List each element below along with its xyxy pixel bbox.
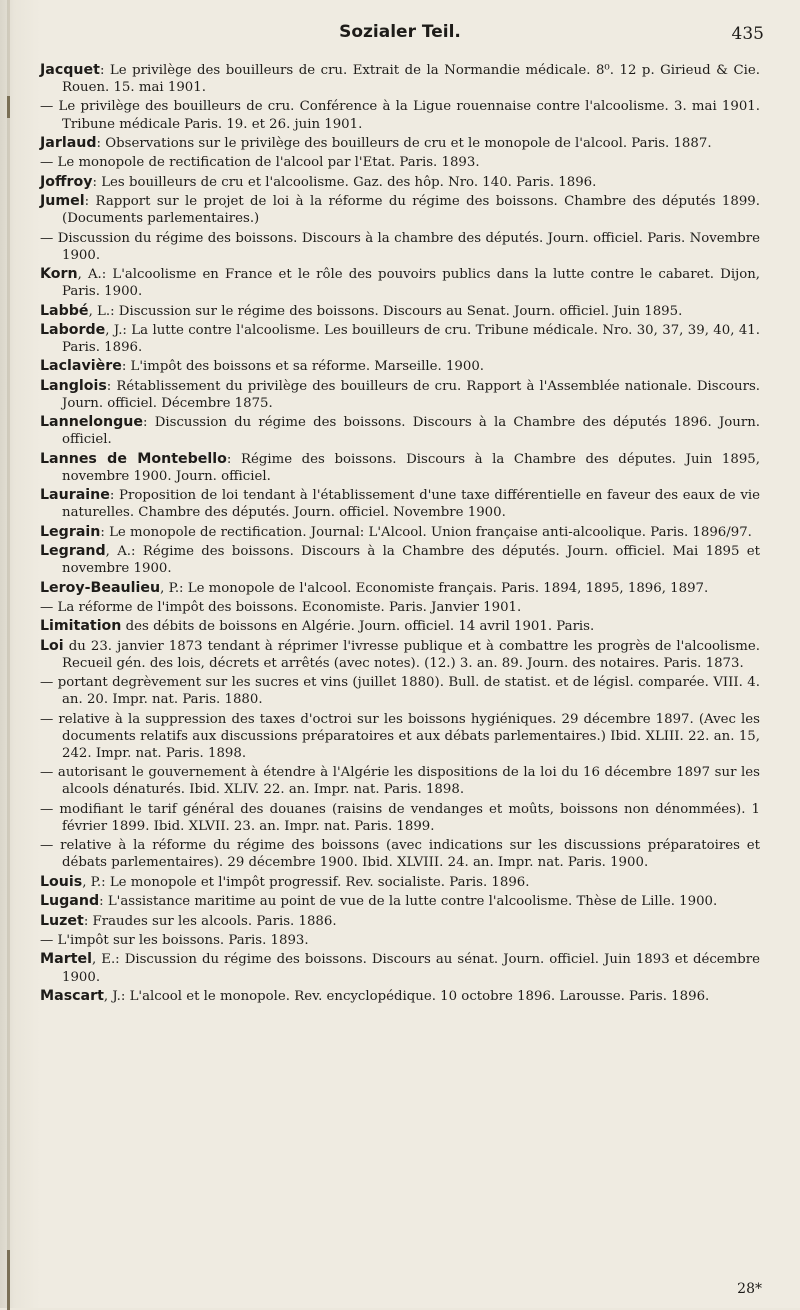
entry-text: : Rétablissement du privilège des bouilleurs de cru. Rapport à l'Assemblée nationale. Discours. Journ. officiel. Décembre 1875. bbox=[62, 378, 760, 411]
bibliography-entry bbox=[40, 230, 760, 264]
bibliography-entry bbox=[40, 322, 760, 356]
entry-author: Limitation bbox=[40, 618, 122, 635]
binding-mark-bottom bbox=[7, 1250, 10, 1310]
entry-text: , E.: Discussion du régime des boissons. Discours au sénat. Journ. officiel. Juin 1893 et décembre 1900. bbox=[62, 952, 760, 985]
entry-author: Lugand bbox=[40, 893, 100, 910]
entry-text: : Observations sur le privilège des bouilleurs de cru et le monopole de l'alcool. Paris. 1887. bbox=[96, 135, 712, 151]
entry-text: , A.: L'alcoolisme en France et le rôle des pouvoirs publics dans la lutte contre le cabaret. Dijon, Paris. 1900. bbox=[62, 267, 760, 300]
binding-mark-top bbox=[7, 96, 10, 118]
entry-text: La réforme de l'impôt des boissons. Economiste. Paris. Janvier 1901. bbox=[53, 600, 522, 616]
entry-author: Jarlaud bbox=[40, 134, 97, 151]
bibliography-entry bbox=[40, 599, 760, 616]
entry-author: Laborde bbox=[40, 321, 106, 338]
entry-text: : Régime des boissons. Discours à la Chambre des députes. Juin 1895, novembre 1900. Journ. officiel. bbox=[62, 451, 760, 484]
entry-text: : Discussion du régime des boissons. Discours à la Chambre des députés 1896. Journ. officiel. bbox=[62, 415, 760, 448]
bibliography-entry bbox=[40, 801, 760, 835]
bibliography-entry bbox=[40, 580, 760, 597]
ditto-dash: — bbox=[40, 230, 54, 246]
entry-text: des débits de boissons en Algérie. Journ. officiel. 14 avril 1901. Paris. bbox=[121, 619, 595, 635]
bibliography-entry bbox=[40, 837, 760, 871]
entry-text: Discussion du régime des boissons. Discours à la chambre des députés. Journ. officiel. Paris. Novembre 1900. bbox=[53, 230, 760, 263]
entry-author: Luzet bbox=[40, 912, 84, 929]
entry-text: , A.: Régime des boissons. Discours à la Chambre des députés. Journ. officiel. Mai 1895 et novembre 1900. bbox=[62, 544, 760, 577]
bibliography-entry bbox=[40, 988, 760, 1005]
entry-text: : Proposition de loi tendant à l'établissement d'une taxe différentielle en faveur des eaux de vie naturelles. Chambre des députés. Journ. officiel. Novembre 1900. bbox=[62, 488, 760, 521]
entry-author: Mascart bbox=[40, 987, 104, 1004]
bibliography-entry bbox=[40, 487, 760, 521]
ditto-dash: — bbox=[40, 675, 54, 691]
bibliography-entry bbox=[40, 674, 760, 708]
entry-text: autorisant le gouvernement à étendre à l'Algérie les dispositions de la loi du 16 décembre 1897 sur les alcools dénaturés. Ibid. XLIV. 22. an. Impr. nat. Paris. 1898. bbox=[53, 765, 760, 798]
entry-author: Legrand bbox=[40, 543, 106, 560]
page-header bbox=[0, 14, 800, 44]
entry-text: : L'assistance maritime au point de vue de la lutte contre l'alcoolisme. Thèse de Lille. 1900. bbox=[99, 894, 718, 910]
entry-text: : L'impôt des boissons et sa réforme. Marseille. 1900. bbox=[121, 359, 485, 375]
entry-text: Le privilège des bouilleurs de cru. Conférence à la Ligue rouennaise contre l'alcoolisme. 3. mai 1901. Tribune médicale Paris. 19. et 26. juin 1901. bbox=[53, 99, 760, 132]
ditto-dash: — bbox=[40, 933, 54, 949]
entry-author: Lauraine bbox=[40, 487, 110, 504]
bibliography-entry bbox=[40, 618, 760, 635]
bibliography-entry bbox=[40, 764, 760, 798]
bibliography-entry bbox=[40, 932, 760, 949]
entry-text: : Les bouilleurs de cru et l'alcoolisme. Gaz. des hôp. Nro. 140. Paris. 1896. bbox=[92, 174, 597, 190]
bibliography-entry bbox=[40, 893, 760, 910]
ditto-dash: — bbox=[40, 838, 54, 854]
ditto-dash: — bbox=[40, 765, 54, 781]
bibliography-entry bbox=[40, 874, 760, 891]
entry-text: modifiant le tarif général des douanes (raisins de vendanges et moûts, boissons non dénommées). 1 février 1899. Ibid. XLVII. 23. an. Impr. nat. Paris. 1899. bbox=[53, 801, 760, 834]
entry-author: Legrain bbox=[40, 523, 101, 540]
entry-author: Martel bbox=[40, 951, 92, 968]
running-title: Sozialer Teil. bbox=[339, 22, 461, 42]
entry-author: Laclavière bbox=[40, 358, 122, 375]
entry-author: Loi bbox=[40, 637, 64, 654]
bibliography-list bbox=[40, 62, 760, 1007]
bibliography-entry bbox=[40, 135, 760, 152]
entry-author: Jumel bbox=[40, 193, 85, 210]
ditto-dash: — bbox=[40, 99, 54, 115]
entry-author: Lannes de Montebello bbox=[40, 450, 227, 467]
ditto-dash: — bbox=[40, 600, 54, 616]
entry-author: Leroy-Beaulieu bbox=[40, 579, 161, 596]
entry-author: Joffroy bbox=[40, 173, 93, 190]
entry-author: Lannelongue bbox=[40, 414, 144, 431]
bibliography-entry bbox=[40, 524, 760, 541]
entry-author: Louis bbox=[40, 873, 83, 890]
bibliography-entry bbox=[40, 154, 760, 171]
entry-text: , P.: Le monopole de l'alcool. Economiste français. Paris. 1894, 1895, 1896, 1897. bbox=[160, 580, 709, 596]
bibliography-entry bbox=[40, 378, 760, 412]
bibliography-entry bbox=[40, 543, 760, 577]
bibliography-entry bbox=[40, 98, 760, 132]
bibliography-entry bbox=[40, 913, 760, 930]
bibliography-entry bbox=[40, 266, 760, 300]
bibliography-entry bbox=[40, 174, 760, 191]
bibliography-entry bbox=[40, 414, 760, 448]
bibliography-entry bbox=[40, 358, 760, 375]
entry-text: relative à la suppression des taxes d'octroi sur les boissons hygiéniques. 29 décembre 1897. (Avec les documents relatifs aux discussions préparatoires et aux débats parlementaires.) Ibid. XLIII. 22. an. 15, 242. Impr. nat. Paris. 1898. bbox=[53, 711, 760, 761]
entry-text: du 23. janvier 1873 tendant à réprimer l'ivresse publique et à combattre les progrès de l'alcoolisme. Recueil gén. des lois, décrets et arrêtés (avec notes). (12.) 3. an. 89. Journ. des notaires. Paris. 1873. bbox=[62, 638, 760, 671]
bibliography-entry bbox=[40, 62, 760, 96]
entry-author: Jacquet bbox=[40, 62, 100, 78]
entry-text: , P.: Le monopole et l'impôt progressif. Rev. socialiste. Paris. 1896. bbox=[82, 874, 530, 890]
ditto-dash: — bbox=[40, 801, 54, 817]
bibliography-entry bbox=[40, 451, 760, 485]
entry-text: , L.: Discussion sur le régime des boissons. Discours au Senat. Journ. officiel. Juin 1895. bbox=[88, 303, 683, 319]
entry-text: : Le monopole de rectification. Journal: L'Alcool. Union française anti-alcoolique. Paris. 1896/97. bbox=[100, 524, 752, 540]
entry-text: : Le privilège des bouilleurs de cru. Extrait de la Normandie médicale. 8⁰. 12 p. Girieud & Cie. Rouen. 15. mai 1901. bbox=[62, 63, 760, 96]
ditto-dash: — bbox=[40, 711, 54, 727]
entry-text: , J.: L'alcool et le monopole. Rev. encyclopédique. 10 octobre 1896. Larousse. Paris. 1896. bbox=[103, 988, 710, 1004]
bibliography-entry bbox=[40, 711, 760, 762]
entry-author: Langlois bbox=[40, 377, 107, 394]
entry-text: portant degrèvement sur les sucres et vins (juillet 1880). Bull. de statist. et de législ. comparée. VIII. 4. an. 20. Impr. nat. Paris. 1880. bbox=[53, 675, 760, 708]
entry-text: L'impôt sur les boissons. Paris. 1893. bbox=[53, 933, 309, 949]
entry-text: : Rapport sur le projet de loi à la réforme du régime des boissons. Chambre des députés 1899. (Documents parlementaires.) bbox=[62, 194, 760, 227]
ditto-dash: — bbox=[40, 155, 54, 171]
page-number: 435 bbox=[731, 24, 764, 44]
binding-shadow bbox=[7, 0, 10, 1308]
bibliography-entry bbox=[40, 951, 760, 985]
entry-author: Korn bbox=[40, 266, 78, 283]
signature-mark: 28* bbox=[737, 1281, 762, 1297]
bibliography-entry bbox=[40, 193, 760, 227]
entry-text: Le monopole de rectification de l'alcool par l'Etat. Paris. 1893. bbox=[53, 155, 480, 171]
entry-text: : Fraudes sur les alcools. Paris. 1886. bbox=[83, 913, 337, 929]
entry-author: Labbé bbox=[40, 302, 89, 319]
entry-text: , J.: La lutte contre l'alcoolisme. Les bouilleurs de cru. Tribune médicale. Nro. 30, 37, 39, 40, 41. Paris. 1896. bbox=[62, 322, 760, 356]
entry-text: relative à la réforme du régime des boissons (avec indications sur les discussions préparatoires et débats parlementaires). 29 décembre 1900. Ibid. XLVIII. 24. an. Impr. nat. Paris. 1900. bbox=[53, 838, 760, 871]
bibliography-entry bbox=[40, 638, 760, 672]
bibliography-entry bbox=[40, 303, 760, 320]
